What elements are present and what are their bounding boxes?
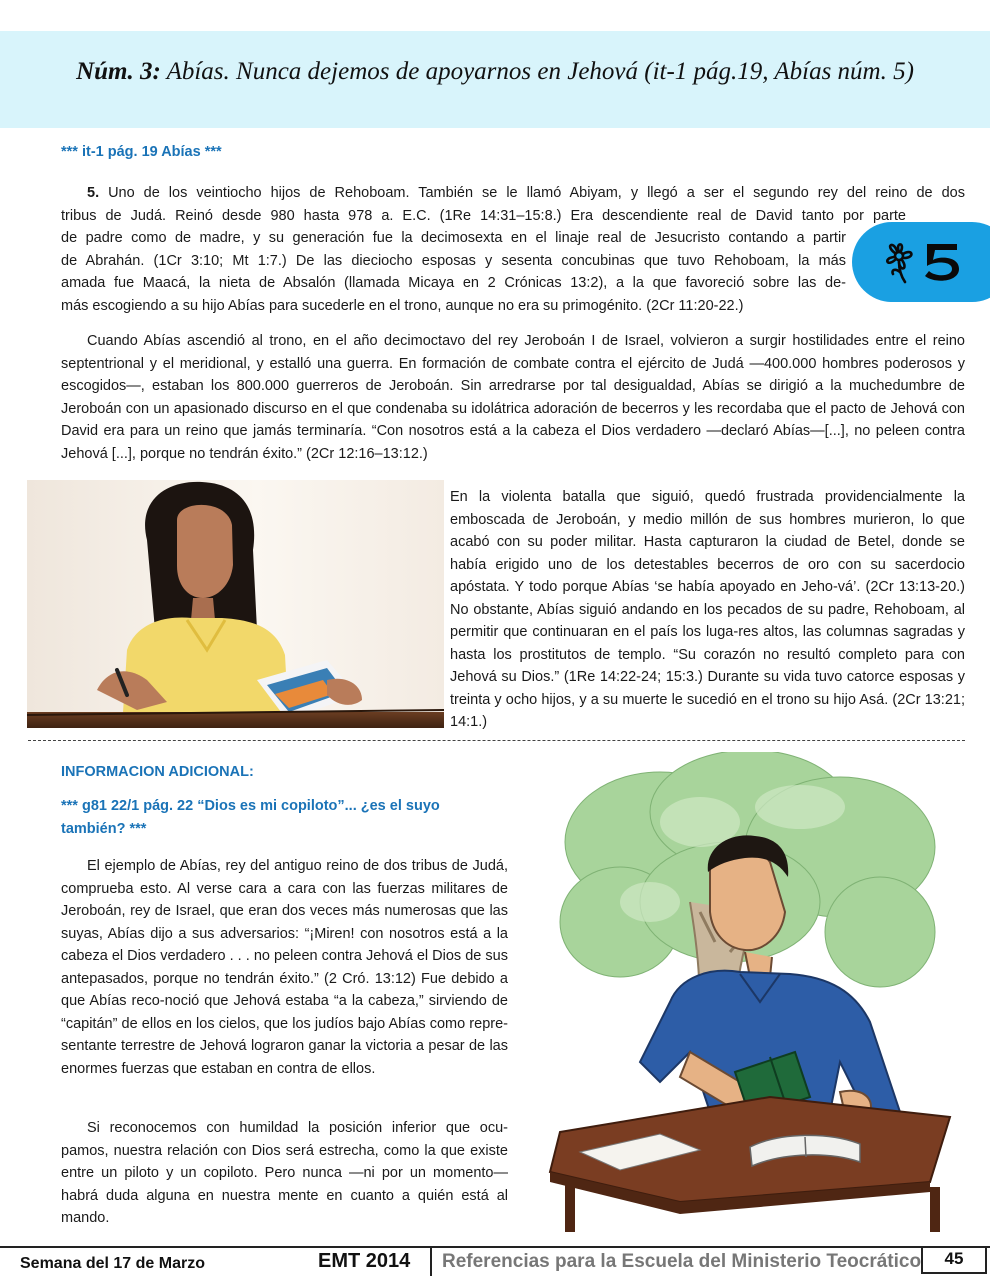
additional-info-heading: INFORMACION ADICIONAL: bbox=[61, 764, 254, 780]
paragraph-5-line-1: 5. Uno de los veintiocho hijos de Rehoboam. También se le llamó Abiyam, y llegó a ser el segundo rey del reino de dos bbox=[87, 185, 965, 201]
paragraph-5-line-5: amada fue Maacá, la nieta de Absalón (llamada Micaya en 2 Crónicas 13:2), a la que favoreció sobre las de- bbox=[61, 275, 846, 291]
footer-reference-title: Referencias para la Escuela del Ministerio Teocrático bbox=[442, 1251, 922, 1272]
section-divider bbox=[28, 740, 965, 741]
paragraph-5-line-2: tribus de Judá. Reinó desde 980 hasta 978 a. E.C. (1Re 14:31–15:8.) Era descendiente real de David tanto por parte bbox=[61, 207, 906, 224]
page-title bbox=[0, 58, 990, 86]
paragraph-copiloto-humility: Si reconocemos con humildad la posición inferior que ocu-pamos, nuestra relación con Dios será estrecha, como la que existe entre un piloto y un copiloto. Pero nunca —ni por un momento— habrá duda alguna en nuestra mente en cuanto a quién está al mando. bbox=[61, 1120, 508, 1226]
paragraph-number: 5. bbox=[87, 185, 100, 201]
man-reading-under-tree-illustration bbox=[540, 752, 960, 1242]
footer-emt-label: EMT 2014 bbox=[318, 1250, 411, 1272]
paragraph-5-line-3: de padre como de madre, y su generación fue la decimosexta en el linaje real de Jesucristo contando a partir bbox=[61, 230, 846, 246]
title-text: Abías. Nunca dejemos de apoyarnos en Jehová (it-1 pág.19, Abías núm. 5) bbox=[160, 58, 914, 85]
paragraph-5-line-6: más escogiendo a su hijo Abías para sucederle en el trono, aunque no era su primogénito. (2Cr 11:20-22.) bbox=[61, 297, 744, 314]
paragraph-battle: En la violenta batalla que siguió, quedó frustrada providencialmente la emboscada de Jeroboán, y medio millón de sus hombres murieron, lo que acabó con su poder militar. Hasta capturaron la ciudad de Betel, donde se había erigido uno de los detestables becerros de oro con su sacerdocio apóstata. Y todo porque Abías ‘se había apoyado en Jeho-vá’. (2Cr 13:13-20.) No obstante, Abías siguió andando en los pecados de su padre, Rehoboam, al permitir que continuaran en el país los luga-res altos, las columnas sagradas y hasta los prostitutos de templo. “Su corazón no resultó completo para con Jehová su Dios.” (1Re 14:22-24; 15:3.) Durante su vida tuvo catorce esposas y treinta y ocho hijos, y a su muerte le sucedió en el trono su hijo Asá. (2Cr 13:21; 14:1.) bbox=[450, 489, 965, 730]
paragraph-abias-ascension: Cuando Abías ascendió al trono, en el año decimoctavo del rey Jeroboán I de Israel, volvieron a surgir hostilidades entre el reino septentrional y el meridional, y estalló una guerra. En formación de combate contra el ejército de Judá —400.000 hombres poderosos y escogidos—, estaban los 800.000 guerreros de Jeroboán. Sin arredrarse por tal desigualdad, Abías se dirigió a la muchedumbre de Jeroboán con un apasionado discurso en el que condenaba su idolátrica adoración de becerros y les recordaba que el pacto de Jehová con David era para un reino que jamás terminaría. “Con nosotros está a la cabeza el Dios verdadero —declaró Abías—[...], no peleen contra Jehová [...], porque no tendrán éxito.” (2Cr 12:16–13:12.) bbox=[61, 333, 965, 462]
section-heading-it1: *** it-1 pág. 19 Abías *** bbox=[61, 144, 222, 160]
g81-heading: *** g81 22/1 pág. 22 “Dios es mi copiloto”... ¿es el suyo también? *** bbox=[61, 798, 440, 837]
page-number: 45 bbox=[921, 1246, 987, 1274]
footer-rule bbox=[0, 1246, 990, 1248]
footer-separator bbox=[430, 1248, 432, 1276]
paragraph-copiloto-example: El ejemplo de Abías, rey del antiguo reino de dos tribus de Judá, comprueba esto. Al verse cara a cara con las fuerzas militares de Jeroboán, rey de Israel, que eran dos veces más numerosas que las suyas, Abías dijo a sus adversarios: “¡Miren! con nosotros está a la cabeza el Dios verdadero . . . no peleen contra Jehová el Dios de sus antepasados, porque no tendrán éxito.” (2 Cró. 13:12) Fue debido a que Abías reco-noció que Jehová estaba “a la cabeza,” sirviendo de “capitán” de ellos en los cielos, que los judíos bajo Abías como repre-sentante terrestre de Jehová lograron ganar la victoria a pesar de las enormes fuerzas que estaban en contra de ellos. bbox=[61, 858, 508, 1077]
title-number: Núm. 3: bbox=[76, 58, 161, 85]
flower-five-logo-icon bbox=[875, 236, 970, 286]
woman-studying-photo bbox=[27, 480, 444, 728]
paragraph-5-line-4: de Abrahán. (1Cr 3:10; Mt 1:7.) De las dieciocho esposas y sesenta concubinas que tuvo Rehoboam, la más bbox=[61, 252, 846, 269]
footer-week: Semana del 17 de Marzo bbox=[20, 1255, 205, 1272]
paragraph-5 bbox=[61, 182, 965, 317]
